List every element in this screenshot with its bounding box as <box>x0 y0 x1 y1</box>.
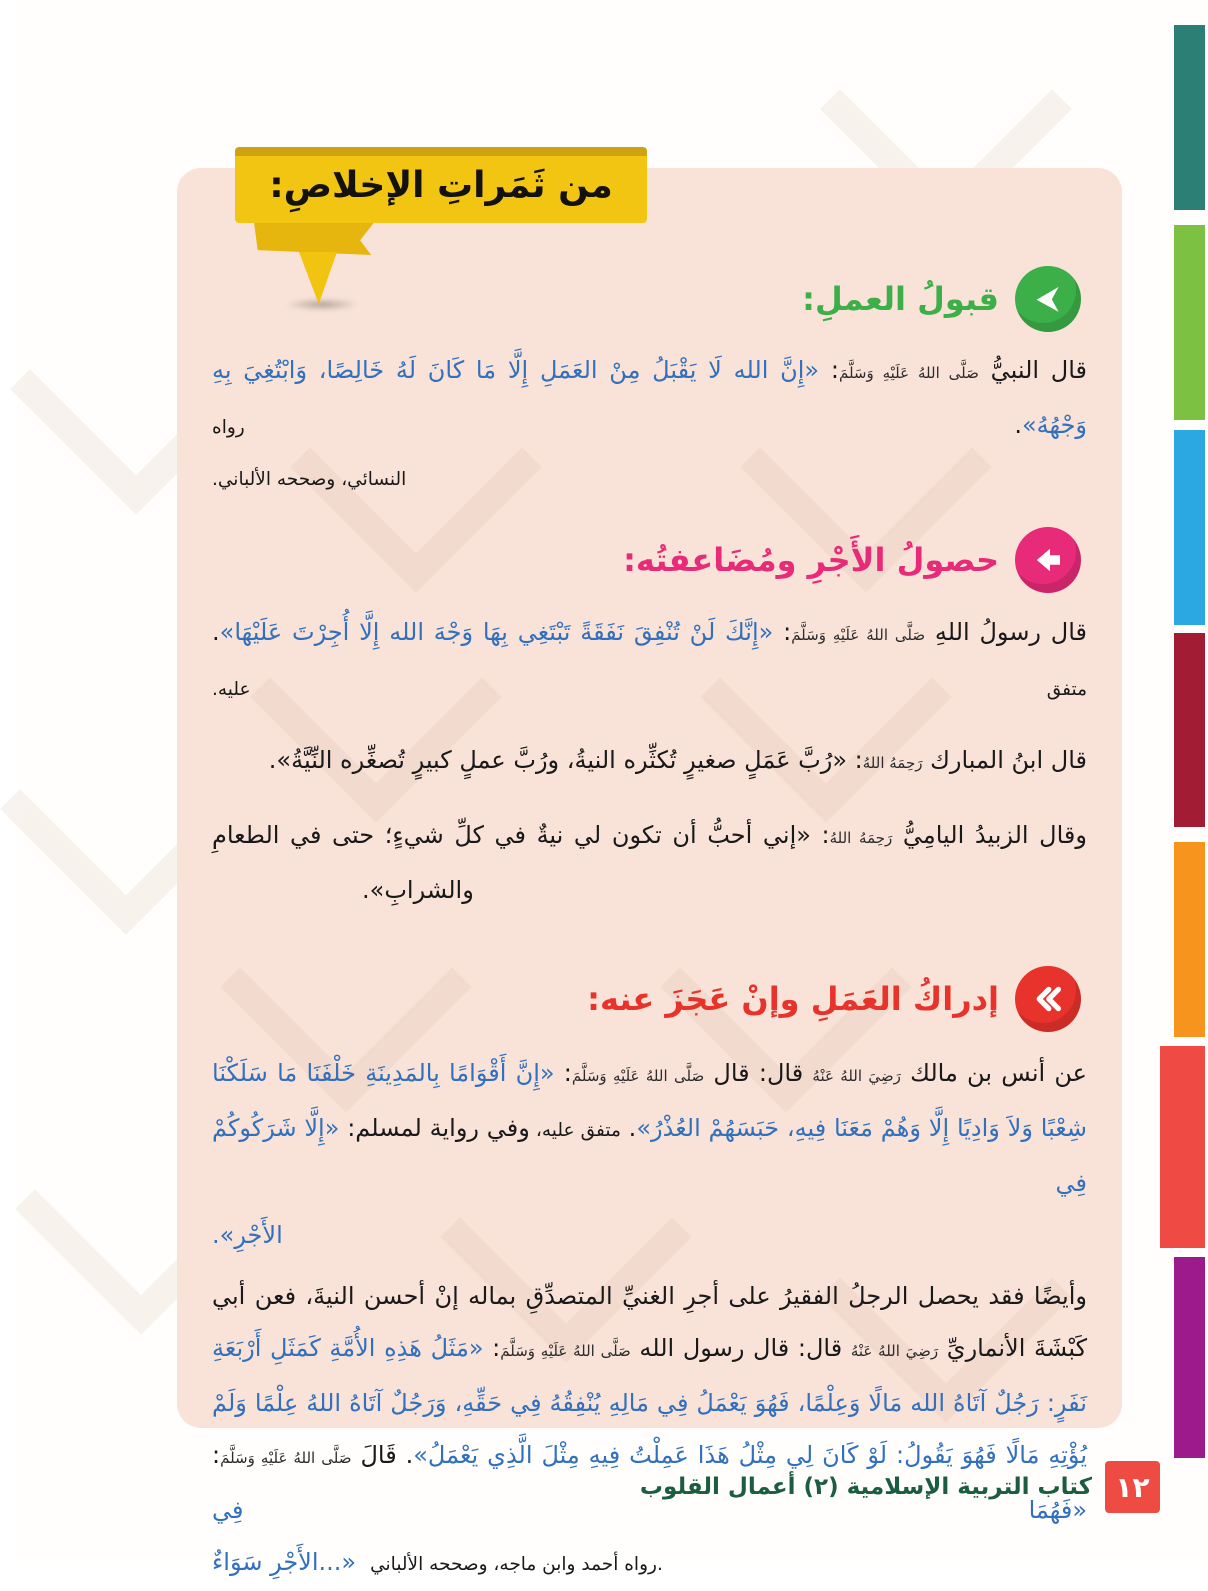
hadith-quote-tail: الأَجْرِ». <box>212 1221 283 1249</box>
arrowhead-left-icon <box>1015 266 1081 332</box>
hadith-paragraph <box>212 1270 1087 1591</box>
honorific-sallallahu: صَلَّى اللهُ عَلَيْهِ وَسَلَّمَ <box>571 1067 705 1085</box>
separator: : <box>819 356 839 384</box>
honorific-rahimahullah: رَحِمَهُ اللهُ <box>862 754 923 772</box>
honorific-sallallahu: صَلَّى اللهُ عَلَيْهِ وَسَلَّمَ <box>500 1342 631 1360</box>
narration-intro: قال رسولُ اللهِ <box>925 618 1088 646</box>
citation: متفق عليه. <box>212 679 1087 700</box>
citation-tail: رواه أحمد وابن ماجه، وصححه الألباني. <box>370 1554 663 1575</box>
sidebar-segment-teal <box>1174 25 1205 210</box>
section-title: إدراكُ العَمَلِ وإنْ عَجَزَ عنه: <box>587 980 999 1018</box>
narration-mid: وفي رواية لمسلم: <box>339 1114 530 1142</box>
quote-tail: والشرابِ». <box>362 876 474 904</box>
book-title: كتاب التربية الإسلامية (٢) أعمال القلوب <box>639 1474 1092 1500</box>
hadith-quote: «إِنَّ أَقْوَامًا بِالمَدِينَةِ خَلْفَنَا مَا سَلَكْنَا شِعْبًا وَلاَ وَادِيًا إِلَّا وَهُمْ مَعَنَا فِيهِ، حَبَسَهُمْ العُذْرُ» <box>212 1059 1087 1142</box>
separator: . <box>212 618 220 646</box>
quote-text: : «إني أحبُّ أن تكون لي نيةٌ في كلِّ شيءٍ؛ حتى في الطعامِ <box>212 821 830 849</box>
hadith-tail-line <box>212 1536 1087 1591</box>
hadith-quote: «مَثَلُ هَذِهِ الأُمَّةِ كَمَثَلِ أَرْبَعَةِ نَفَرٍ: رَجُلٌ آتَاهُ الله مَالًا وَعِلْمًا، فَهُوَ يَعْمَلُ فِي مَالِهِ يُنْفِقُهُ فِي حَقِّهِ، وَرَجُلٌ آتَاهُ اللهُ عِلْمًا وَلَمْ يُؤْتِهِ مَالًا فَهُوَ يَقُولُ: لَوْ كَانَ لِي مِثْلُ هَذَا عَمِلْتُ فِيهِ مِثْلَ الَّذِي يَعْمَلُ» <box>212 1334 1088 1469</box>
arrowhead-left-icon <box>1029 280 1067 318</box>
honorific-radiallahu: رَضِيَ اللهُ عَنْهُ <box>812 1067 901 1085</box>
separator: : <box>554 1059 572 1087</box>
double-chevron-left-icon <box>1028 979 1068 1019</box>
narration-intro: عن أنس بن مالك <box>900 1059 1087 1087</box>
narration-intro: قال ابنُ المبارك <box>922 746 1087 774</box>
citation: متفق عليه، <box>529 1120 621 1141</box>
arrow-left-icon <box>1028 540 1068 580</box>
citation: رواه <box>212 417 245 438</box>
separator: . <box>244 411 1022 439</box>
page-number-badge: ١٢ <box>1105 1461 1160 1513</box>
arrow-left-icon <box>1015 527 1081 593</box>
honorific-sallallahu: صَلَّى اللهُ عَلَيْهِ وَسَلَّمَ <box>838 364 979 382</box>
quote-text: : «رُبَّ عَمَلٍ صغيرٍ تُكثِّره النيةُ، ورُبَّ عملٍ كبيرٍ تُصغِّره النِّيَّةُ». <box>268 746 863 774</box>
honorific-sallallahu: صَلَّى اللهُ عَلَيْهِ وَسَلَّمَ <box>791 626 926 644</box>
hadith-paragraph <box>212 344 1087 506</box>
narration-intro: وقال الزبيدُ اليامِيُّ <box>892 821 1087 849</box>
hadith-quote: «إِنَّ الله لَا يَقْبَلُ مِنْ العَمَلِ إِلَّا مَا كَانَ لَهُ خَالِصًا، وَابْتُغِيَ بِهِ وَجْهُهُ» <box>212 356 1087 439</box>
hadith-paragraph <box>212 1047 1087 1261</box>
section-heading-reward <box>212 526 1087 594</box>
banner-ribbon-shadow <box>285 298 359 311</box>
page-title: من ثَمَراتِ الإخلاصِ: <box>269 164 613 206</box>
hadith-quote: «إِلَّا شَرَكُوكُمْ فِي <box>212 1114 1087 1197</box>
citation-tail: النسائي، وصححه الألباني. <box>212 469 407 490</box>
honorific-radiallahu: رَضِيَ اللهُ عَنْهُ <box>850 1342 939 1360</box>
hadith-quote: «إِنَّكَ لَنْ تُنْفِقَ نَفَقَةً تَبْتَغِي بِهَا وَجْهَ الله إِلَّا أُجِرْتَ عَلَيْهَا» <box>219 618 774 646</box>
sidebar-segment-maroon <box>1174 633 1205 827</box>
honorific-rahimahullah: رَحِمَهُ اللهُ <box>829 829 893 847</box>
quote-paragraph <box>212 809 1087 916</box>
footer <box>640 1461 1160 1513</box>
sidebar-segment-blue <box>1174 430 1205 625</box>
double-chevron-left-icon <box>1015 966 1081 1032</box>
quote-paragraph <box>212 734 1087 789</box>
hadith-paragraph <box>212 606 1087 716</box>
section-heading-attainment <box>212 965 1087 1033</box>
separator: : <box>212 1441 221 1469</box>
honorific-sallallahu: صَلَّى اللهُ عَلَيْهِ وَسَلَّمَ <box>220 1449 352 1467</box>
hadith-quote: «فَهُمَا فِي <box>212 1496 1087 1524</box>
sidebar-segment-orange <box>1174 842 1205 1037</box>
section-title: قبولُ العملِ: <box>802 280 999 318</box>
sidebar-segment-red-active <box>1160 1046 1205 1248</box>
narration-mid: قال: قال رسول الله <box>630 1334 851 1362</box>
banner-ribbon-fold <box>254 220 376 255</box>
narration-mid: قال: قال <box>704 1059 813 1087</box>
narration-intro: وأيضًا فقد يحصل الرجلُ الفقيرُ على أجرِ الغنيِّ المتصدِّقِ بماله إنْ أحسن النيةَ، فعن أبي كَبْشَةَ الأنماريِّ <box>212 1282 1087 1362</box>
separator: : <box>773 618 792 646</box>
section-title: حصولُ الأَجْرِ ومُضَاعفتُه: <box>623 541 999 579</box>
title-banner <box>235 147 647 223</box>
hadith-quote-tail: الأَجْرِ سَوَاءٌ...» <box>212 1548 357 1576</box>
sidebar-segment-green <box>1174 225 1205 420</box>
narration-intro: قال النبيُّ <box>978 356 1088 384</box>
separator: . <box>620 1114 637 1142</box>
book-page <box>17 0 1208 1576</box>
narration-mid: . قَالَ <box>351 1441 414 1469</box>
sidebar-segment-purple <box>1174 1257 1205 1458</box>
separator: : <box>483 1334 501 1362</box>
